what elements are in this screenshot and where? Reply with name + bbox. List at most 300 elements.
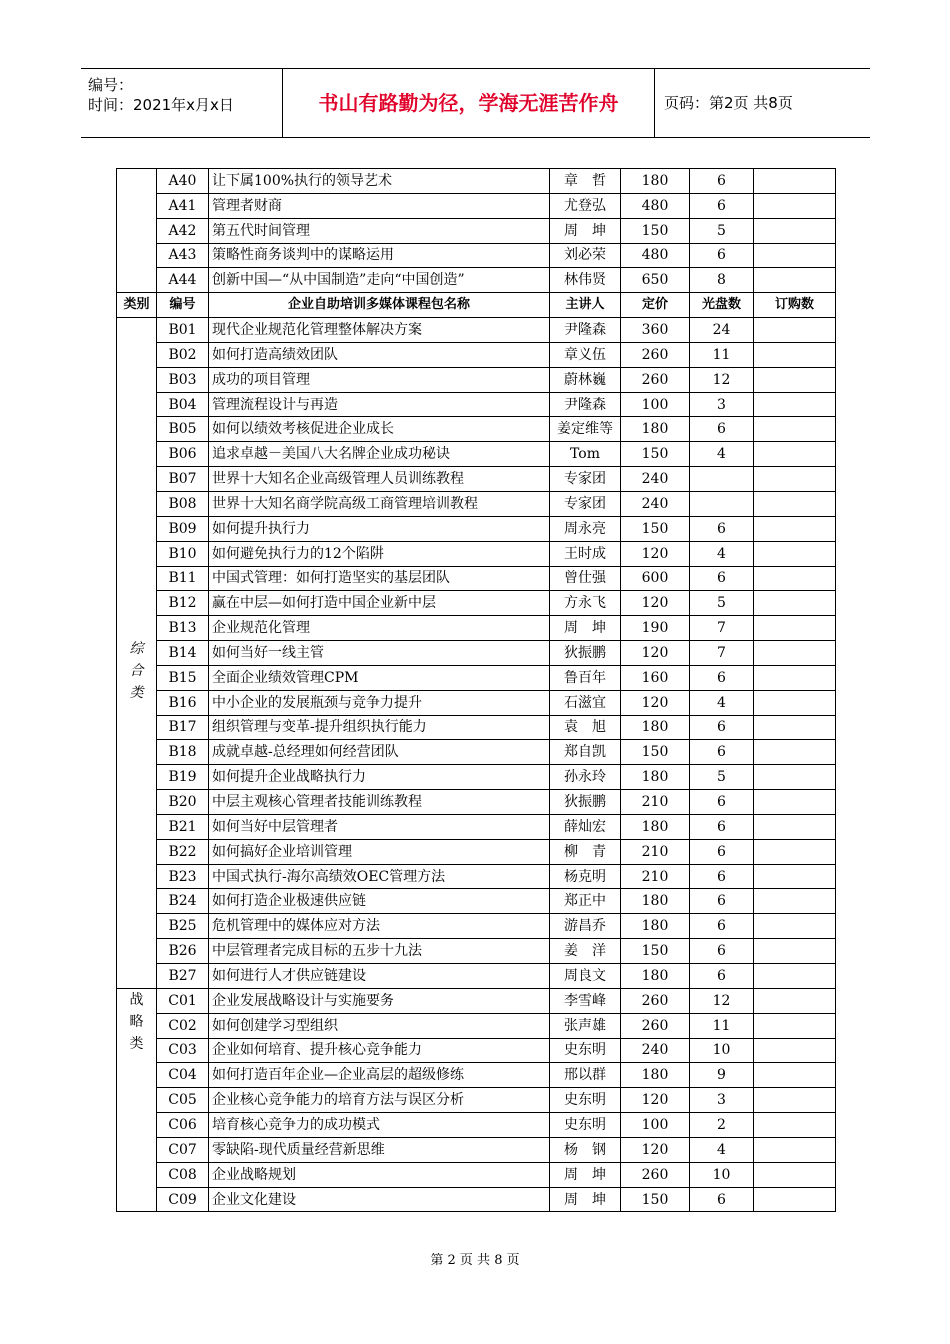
order-count [754, 964, 836, 989]
lecturer: 周 坤 [550, 1162, 621, 1187]
page-info: 页码：第2页 共8页 [664, 94, 793, 112]
lecturer: 章 哲 [550, 169, 621, 194]
course-code: B12 [157, 591, 209, 616]
course-code: A40 [157, 169, 209, 194]
course-name: 让下属100%执行的领导艺术 [209, 169, 550, 194]
course-code: B04 [157, 392, 209, 417]
course-code: B14 [157, 641, 209, 666]
price: 100 [621, 392, 690, 417]
table-row [117, 193, 836, 218]
disc-count: 6 [690, 243, 754, 268]
course-code: B11 [157, 566, 209, 591]
disc-count: 5 [690, 218, 754, 243]
category-char: 略 [129, 1013, 144, 1030]
table-row [117, 1137, 836, 1162]
order-count [754, 814, 836, 839]
category-char: 类 [129, 1035, 144, 1052]
disc-count: 7 [690, 641, 754, 666]
order-count [754, 641, 836, 666]
disc-count: 6 [690, 193, 754, 218]
disc-count [690, 491, 754, 516]
price: 190 [621, 616, 690, 641]
course-code: B27 [157, 964, 209, 989]
price: 150 [621, 740, 690, 765]
price: 480 [621, 243, 690, 268]
course-code: C05 [157, 1088, 209, 1113]
lecturer: 李雪峰 [550, 988, 621, 1013]
course-name: 世界十大知名企业高级管理人员训练教程 [209, 467, 550, 492]
course-code: A41 [157, 193, 209, 218]
price: 650 [621, 268, 690, 293]
price: 120 [621, 1088, 690, 1113]
price: 180 [621, 914, 690, 939]
disc-count: 6 [690, 914, 754, 939]
course-code: B16 [157, 690, 209, 715]
lecturer: 王时成 [550, 541, 621, 566]
course-name: 世界十大知名商学院高级工商管理培训教程 [209, 491, 550, 516]
order-count [754, 914, 836, 939]
course-code: B25 [157, 914, 209, 939]
disc-count: 6 [690, 715, 754, 740]
column-header: 光盘数 [690, 293, 754, 318]
lecturer: 周良文 [550, 964, 621, 989]
price: 100 [621, 1113, 690, 1138]
order-count [754, 566, 836, 591]
course-name: 管理者财商 [209, 193, 550, 218]
course-name: 创新中国—“从中国制造”走向“中国创造” [209, 268, 550, 293]
category-char: 类 [129, 685, 144, 702]
lecturer: 鲁百年 [550, 665, 621, 690]
lecturer: 专家团 [550, 491, 621, 516]
lecturer: 蔚林巍 [550, 367, 621, 392]
column-header: 定价 [621, 293, 690, 318]
price: 180 [621, 715, 690, 740]
category-cell [117, 988, 157, 1212]
disc-count: 6 [690, 864, 754, 889]
price: 260 [621, 1162, 690, 1187]
table-row [117, 591, 836, 616]
table-row [117, 1113, 836, 1138]
table-row [117, 740, 836, 765]
course-code: A43 [157, 243, 209, 268]
course-code: C09 [157, 1187, 209, 1212]
table-row [117, 616, 836, 641]
lecturer: 柳 青 [550, 839, 621, 864]
column-header: 订购数 [754, 293, 836, 318]
course-code: B20 [157, 790, 209, 815]
course-name: 如何当好一线主管 [209, 641, 550, 666]
course-code: B23 [157, 864, 209, 889]
table-row [117, 1162, 836, 1187]
header-meta [81, 69, 283, 137]
price: 120 [621, 641, 690, 666]
disc-count: 12 [690, 988, 754, 1013]
price: 150 [621, 218, 690, 243]
course-code: B24 [157, 889, 209, 914]
table-row [117, 765, 836, 790]
column-header: 主讲人 [550, 293, 621, 318]
order-count [754, 839, 836, 864]
disc-count: 8 [690, 268, 754, 293]
lecturer: 姜定维等 [550, 417, 621, 442]
course-name: 中小企业的发展瓶颈与竞争力提升 [209, 690, 550, 715]
lecturer: 史东明 [550, 1113, 621, 1138]
category-char: 合 [129, 663, 144, 680]
disc-count: 12 [690, 367, 754, 392]
category-char: 综 [129, 641, 144, 658]
course-code: B02 [157, 342, 209, 367]
disc-count: 11 [690, 342, 754, 367]
table-row [117, 690, 836, 715]
order-count [754, 939, 836, 964]
table-row [117, 342, 836, 367]
order-count [754, 243, 836, 268]
course-code: B09 [157, 516, 209, 541]
lecturer: 方永飞 [550, 591, 621, 616]
page-footer: 第 2 页 共 8 页 [430, 1253, 520, 1268]
order-count [754, 765, 836, 790]
column-header-row [117, 293, 836, 318]
course-name: 如何进行人才供应链建设 [209, 964, 550, 989]
course-name: 企业战略规划 [209, 1162, 550, 1187]
course-name: 赢在中层—如何打造中国企业新中层 [209, 591, 550, 616]
price: 150 [621, 1187, 690, 1212]
table-row [117, 491, 836, 516]
disc-count: 7 [690, 616, 754, 641]
disc-count: 10 [690, 1162, 754, 1187]
disc-count: 4 [690, 1137, 754, 1162]
category-cell [117, 318, 157, 989]
order-count [754, 442, 836, 467]
course-name: 如何避免执行力的12个陷阱 [209, 541, 550, 566]
table-row [117, 1038, 836, 1063]
course-code: B08 [157, 491, 209, 516]
column-header: 编号 [157, 293, 209, 318]
order-count [754, 169, 836, 194]
table-row [117, 641, 836, 666]
lecturer: 专家团 [550, 467, 621, 492]
number-label: 编号： [88, 76, 134, 94]
price: 260 [621, 367, 690, 392]
lecturer: 周 坤 [550, 616, 621, 641]
column-header: 类别 [117, 293, 157, 318]
lecturer: 郑自凯 [550, 740, 621, 765]
table-row [117, 516, 836, 541]
table-row [117, 790, 836, 815]
disc-count: 4 [690, 690, 754, 715]
order-count [754, 665, 836, 690]
category-cell [117, 169, 157, 293]
course-name: 中层主观核心管理者技能训练教程 [209, 790, 550, 815]
order-count [754, 467, 836, 492]
course-name: 零缺陷-现代质量经营新思维 [209, 1137, 550, 1162]
order-count [754, 1088, 836, 1113]
disc-count: 3 [690, 1088, 754, 1113]
order-count [754, 715, 836, 740]
lecturer: 游昌乔 [550, 914, 621, 939]
disc-count: 4 [690, 541, 754, 566]
course-code: B07 [157, 467, 209, 492]
course-code: B01 [157, 318, 209, 343]
course-name: 企业发展战略设计与实施要务 [209, 988, 550, 1013]
disc-count: 9 [690, 1063, 754, 1088]
lecturer: 石滋宜 [550, 690, 621, 715]
order-count [754, 1013, 836, 1038]
course-code: C01 [157, 988, 209, 1013]
course-code: B05 [157, 417, 209, 442]
order-count [754, 541, 836, 566]
course-code: C04 [157, 1063, 209, 1088]
lecturer: 史东明 [550, 1088, 621, 1113]
order-count [754, 367, 836, 392]
lecturer: 林伟贤 [550, 268, 621, 293]
table-row [117, 218, 836, 243]
disc-count: 6 [690, 665, 754, 690]
price: 120 [621, 541, 690, 566]
lecturer: 郑正中 [550, 889, 621, 914]
course-name: 企业规范化管理 [209, 616, 550, 641]
table-row [117, 417, 836, 442]
course-code: B13 [157, 616, 209, 641]
table-row [117, 988, 836, 1013]
price: 150 [621, 516, 690, 541]
price: 240 [621, 1038, 690, 1063]
lecturer: 狄振鹏 [550, 790, 621, 815]
page-header [81, 68, 870, 138]
table-row [117, 318, 836, 343]
lecturer: Tom [550, 442, 621, 467]
lecturer: 尹隆森 [550, 392, 621, 417]
table-row [117, 268, 836, 293]
price: 180 [621, 765, 690, 790]
course-code: B21 [157, 814, 209, 839]
order-count [754, 193, 836, 218]
order-count [754, 1162, 836, 1187]
order-count [754, 864, 836, 889]
table-row [117, 665, 836, 690]
lecturer: 杨 钢 [550, 1137, 621, 1162]
lecturer: 周 坤 [550, 218, 621, 243]
lecturer: 姜 洋 [550, 939, 621, 964]
price: 210 [621, 864, 690, 889]
course-code: B22 [157, 839, 209, 864]
order-count [754, 417, 836, 442]
course-name: 中国式管理：如何打造坚实的基层团队 [209, 566, 550, 591]
course-code: B17 [157, 715, 209, 740]
course-name: 策略性商务谈判中的谋略运用 [209, 243, 550, 268]
order-count [754, 790, 836, 815]
disc-count: 2 [690, 1113, 754, 1138]
table-row [117, 367, 836, 392]
lecturer: 孙永玲 [550, 765, 621, 790]
lecturer: 周永亮 [550, 516, 621, 541]
price: 180 [621, 169, 690, 194]
price: 480 [621, 193, 690, 218]
table-row [117, 814, 836, 839]
course-code: C06 [157, 1113, 209, 1138]
course-name: 全面企业绩效管理CPM [209, 665, 550, 690]
table-row [117, 864, 836, 889]
course-code: B18 [157, 740, 209, 765]
course-name: 组织管理与变革-提升组织执行能力 [209, 715, 550, 740]
disc-count: 6 [690, 1187, 754, 1212]
price: 260 [621, 342, 690, 367]
disc-count: 3 [690, 392, 754, 417]
price: 210 [621, 790, 690, 815]
course-code: C03 [157, 1038, 209, 1063]
table-row [117, 1063, 836, 1088]
course-name: 如何打造企业极速供应链 [209, 889, 550, 914]
course-name: 成就卓越-总经理如何经营团队 [209, 740, 550, 765]
lecturer: 袁 旭 [550, 715, 621, 740]
course-code: B06 [157, 442, 209, 467]
order-count [754, 491, 836, 516]
price: 360 [621, 318, 690, 343]
table-row [117, 889, 836, 914]
price: 180 [621, 889, 690, 914]
course-name: 企业如何培育、提升核心竞争能力 [209, 1038, 550, 1063]
column-header: 企业自助培训多媒体课程包名称 [209, 293, 550, 318]
disc-count: 4 [690, 442, 754, 467]
course-code: A44 [157, 268, 209, 293]
price: 240 [621, 491, 690, 516]
motto: 书山有路勤为径，学海无涯苦作舟 [283, 69, 655, 137]
course-code: A42 [157, 218, 209, 243]
table-row [117, 392, 836, 417]
lecturer: 狄振鹏 [550, 641, 621, 666]
disc-count: 6 [690, 814, 754, 839]
disc-count: 11 [690, 1013, 754, 1038]
order-count [754, 690, 836, 715]
course-code: C07 [157, 1137, 209, 1162]
course-name: 追求卓越－美国八大名牌企业成功秘诀 [209, 442, 550, 467]
lecturer: 薛灿宏 [550, 814, 621, 839]
disc-count: 6 [690, 566, 754, 591]
table-row [117, 1088, 836, 1113]
order-count [754, 740, 836, 765]
lecturer: 张声雄 [550, 1013, 621, 1038]
time-label: 时间：2021年x月x日 [88, 96, 234, 114]
price: 180 [621, 417, 690, 442]
disc-count: 6 [690, 790, 754, 815]
price: 120 [621, 1137, 690, 1162]
course-code: B03 [157, 367, 209, 392]
lecturer: 周 坤 [550, 1187, 621, 1212]
order-count [754, 218, 836, 243]
table-row [117, 1187, 836, 1212]
course-name: 管理流程设计与再造 [209, 392, 550, 417]
course-name: 中国式执行-海尔高绩效OEC管理方法 [209, 864, 550, 889]
price: 150 [621, 939, 690, 964]
disc-count: 6 [690, 939, 754, 964]
lecturer: 邢以群 [550, 1063, 621, 1088]
price: 260 [621, 1013, 690, 1038]
course-name: 中层管理者完成目标的五步十九法 [209, 939, 550, 964]
table-row [117, 939, 836, 964]
disc-count: 6 [690, 740, 754, 765]
price: 210 [621, 839, 690, 864]
order-count [754, 516, 836, 541]
price: 180 [621, 814, 690, 839]
lecturer: 曾仕强 [550, 566, 621, 591]
table-row [117, 169, 836, 194]
category-char: 战 [129, 991, 144, 1008]
course-name: 企业核心竞争能力的培育方法与误区分析 [209, 1088, 550, 1113]
disc-count: 6 [690, 516, 754, 541]
table-row [117, 566, 836, 591]
order-count [754, 889, 836, 914]
disc-count [690, 467, 754, 492]
order-count [754, 1137, 836, 1162]
price: 260 [621, 988, 690, 1013]
table-row [117, 964, 836, 989]
course-name: 现代企业规范化管理整体解决方案 [209, 318, 550, 343]
disc-count: 6 [690, 417, 754, 442]
price: 150 [621, 442, 690, 467]
disc-count: 6 [690, 964, 754, 989]
price: 120 [621, 591, 690, 616]
disc-count: 10 [690, 1038, 754, 1063]
price: 600 [621, 566, 690, 591]
price: 160 [621, 665, 690, 690]
lecturer: 尹隆森 [550, 318, 621, 343]
disc-count: 24 [690, 318, 754, 343]
lecturer: 刘必荣 [550, 243, 621, 268]
disc-count: 6 [690, 839, 754, 864]
order-count [754, 988, 836, 1013]
course-name: 如何提升执行力 [209, 516, 550, 541]
course-catalog-table [116, 168, 836, 1212]
table-row [117, 442, 836, 467]
price: 240 [621, 467, 690, 492]
course-name: 如何以绩效考核促进企业成长 [209, 417, 550, 442]
order-count [754, 268, 836, 293]
course-name: 培育核心竞争力的成功模式 [209, 1113, 550, 1138]
table-row [117, 467, 836, 492]
lecturer: 章义伍 [550, 342, 621, 367]
course-name: 如何创建学习型组织 [209, 1013, 550, 1038]
course-name: 如何当好中层管理者 [209, 814, 550, 839]
course-name: 如何打造百年企业—企业高层的超级修练 [209, 1063, 550, 1088]
order-count [754, 1113, 836, 1138]
order-count [754, 342, 836, 367]
course-name: 企业文化建设 [209, 1187, 550, 1212]
order-count [754, 616, 836, 641]
lecturer: 尤登弘 [550, 193, 621, 218]
course-name: 成功的项目管理 [209, 367, 550, 392]
table-row [117, 541, 836, 566]
course-code: B19 [157, 765, 209, 790]
disc-count: 6 [690, 889, 754, 914]
table-row [117, 715, 836, 740]
disc-count: 5 [690, 765, 754, 790]
course-code: B15 [157, 665, 209, 690]
table-row [117, 839, 836, 864]
course-name: 如何打造高绩效团队 [209, 342, 550, 367]
order-count [754, 1038, 836, 1063]
course-name: 危机管理中的媒体应对方法 [209, 914, 550, 939]
table-row [117, 1013, 836, 1038]
lecturer: 史东明 [550, 1038, 621, 1063]
order-count [754, 591, 836, 616]
order-count [754, 318, 836, 343]
table-row [117, 914, 836, 939]
order-count [754, 1063, 836, 1088]
lecturer: 杨克明 [550, 864, 621, 889]
price: 180 [621, 964, 690, 989]
course-name: 如何搞好企业培训管理 [209, 839, 550, 864]
course-name: 如何提升企业战略执行力 [209, 765, 550, 790]
